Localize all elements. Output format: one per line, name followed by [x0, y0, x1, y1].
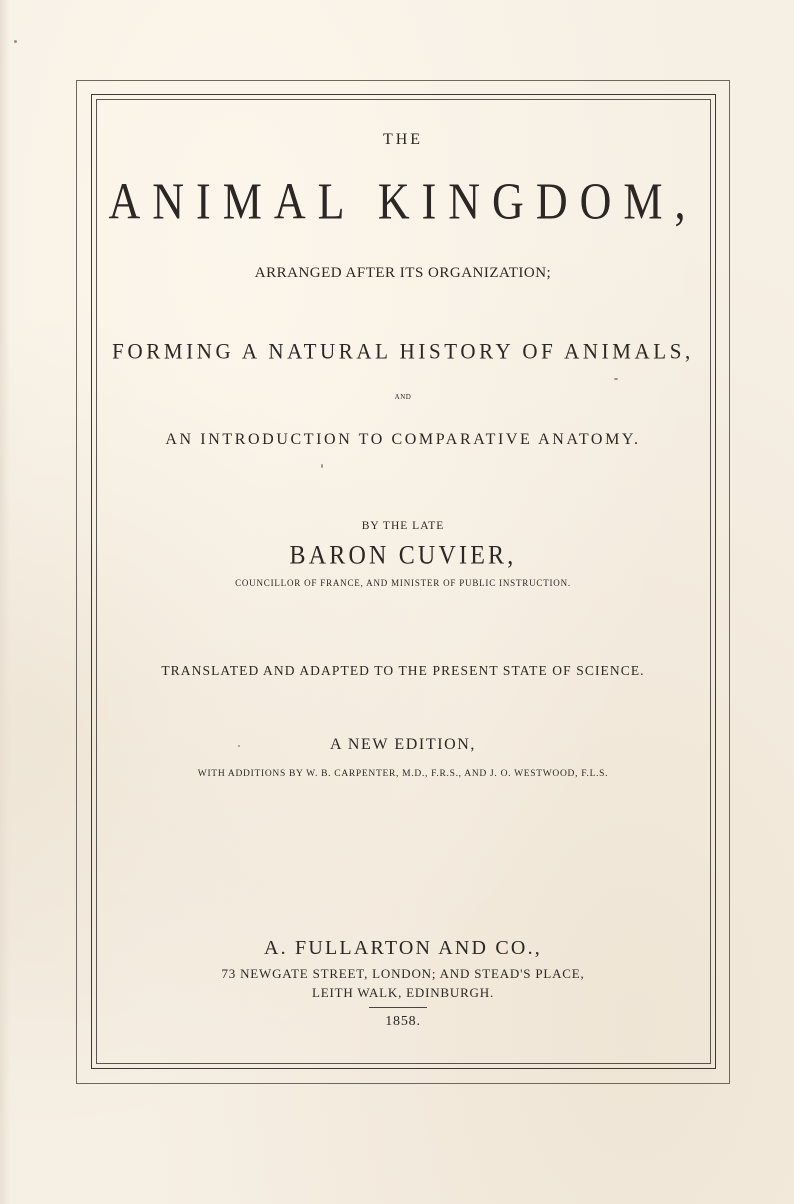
- short-rule-divider: [369, 1007, 427, 1008]
- author-title: COUNCILLOR OF FRANCE, AND MINISTER OF PUBLIC INSTRUCTION.: [235, 578, 571, 588]
- book-title: ANIMAL KINGDOM,: [108, 172, 698, 231]
- paper-speck: [614, 378, 618, 380]
- paper-speck: [238, 745, 240, 747]
- conjunction-and: AND: [394, 393, 412, 401]
- publisher-address-line2: LEITH WALK, EDINBURGH.: [311, 985, 494, 1000]
- title-article: THE: [382, 131, 424, 148]
- paper-speck: [321, 464, 323, 468]
- subtitle-comparative-anatomy: AN INTRODUCTION TO COMPARATIVE ANATOMY.: [165, 431, 641, 448]
- author-name: BARON CUVIER,: [289, 541, 517, 570]
- additions-credit: WITH ADDITIONS BY W. B. CARPENTER, M.D., F.R.S., AND J. O. WESTWOOD, F.L.S.: [197, 769, 609, 779]
- subtitle-natural-history: FORMING A NATURAL HISTORY OF ANIMALS,: [112, 338, 694, 364]
- translation-note: TRANSLATED AND ADAPTED TO THE PRESENT STATE OF SCIENCE.: [161, 663, 645, 678]
- subtitle: ARRANGED AFTER ITS ORGANIZATION;: [254, 265, 552, 281]
- edition: A NEW EDITION,: [329, 736, 477, 753]
- publisher: A. FULLARTON AND CO.,: [264, 937, 542, 959]
- publisher-address-line1: 73 NEWGATE STREET, LONDON; AND STEAD'S PLACE,: [221, 966, 585, 981]
- paper-speck: [14, 40, 17, 43]
- paper-edge-shadow: [0, 0, 10, 1204]
- publication-year: 1858.: [385, 1014, 421, 1029]
- author-prefix: BY THE LATE: [361, 520, 445, 532]
